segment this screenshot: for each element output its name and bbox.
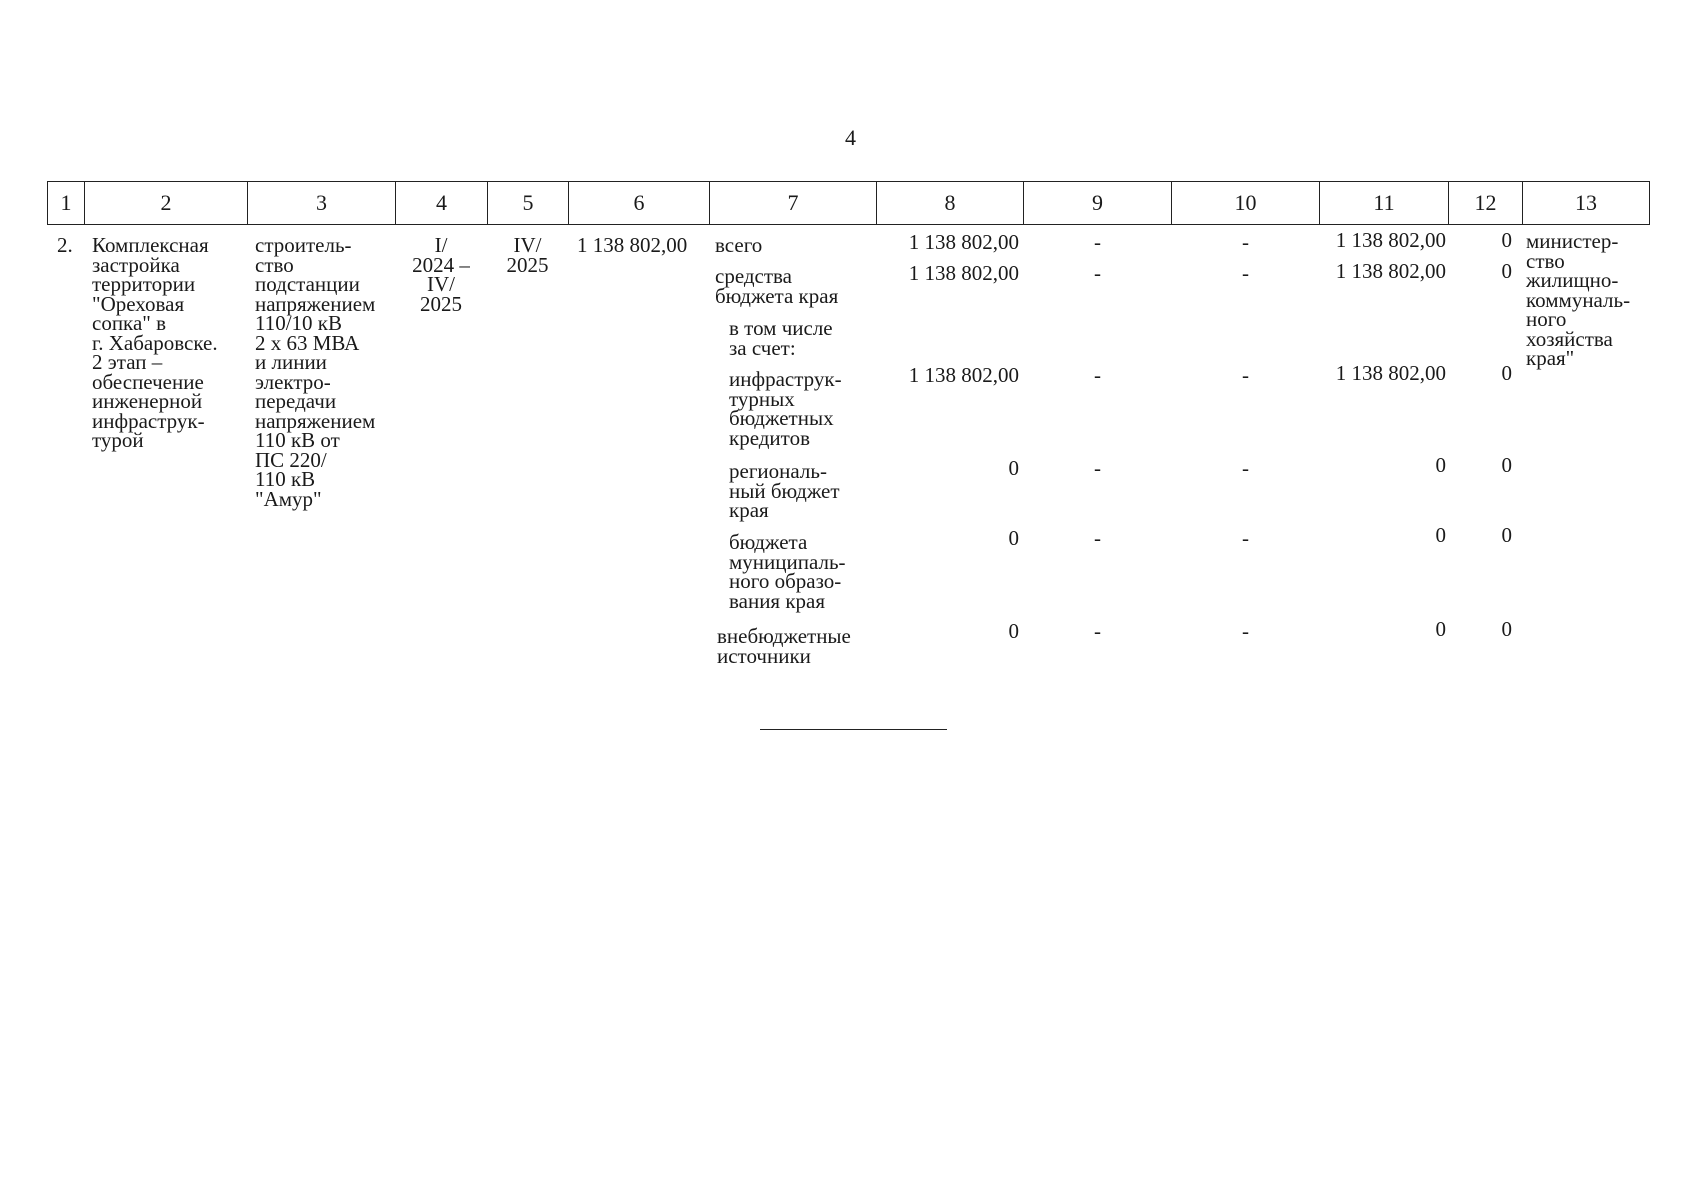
value-col-10: - xyxy=(1242,456,1249,480)
header-col-7: 7 xyxy=(709,182,876,224)
header-col-6: 6 xyxy=(568,182,709,224)
object-name: Комплексная застройка территории "Ореховая сопка" в г. Хабаровске. 2 этап – обеспечение инженерной инфраструк- турой xyxy=(92,233,218,452)
start-period: I/ 2024 – IV/ 2025 xyxy=(412,233,470,316)
source-label: всего xyxy=(715,233,763,257)
header-col-12: 12 xyxy=(1448,182,1522,224)
value-col-12: 0 xyxy=(1501,453,1512,477)
value-col-9: - xyxy=(1094,526,1101,550)
source-label: бюджета муниципаль- ного образо- вания края xyxy=(729,530,846,613)
value-col-10: - xyxy=(1242,261,1249,285)
value-col-9: - xyxy=(1094,230,1101,254)
value-col-8: 1 138 802,00 xyxy=(908,230,1019,254)
end-separator-line xyxy=(760,729,947,730)
value-col-12: 0 xyxy=(1501,523,1512,547)
value-col-10: - xyxy=(1242,363,1249,387)
source-label: средства бюджета края xyxy=(715,264,839,308)
row-number: 2. xyxy=(57,233,73,257)
value-col-12: 0 xyxy=(1501,617,1512,641)
source-label: внебюджетные источники xyxy=(717,624,851,668)
value-col-10: - xyxy=(1242,526,1249,550)
header-col-8: 8 xyxy=(876,182,1023,224)
value-col-11: 0 xyxy=(1435,617,1446,641)
value-col-10: - xyxy=(1242,230,1249,254)
value-col-8: 1 138 802,00 xyxy=(908,261,1019,285)
source-label: региональ- ный бюджет края xyxy=(729,459,840,522)
object-description: строитель- ство подстанции напряжением 110/10 кВ 2 х 63 МВА и линии электро- передачи напряжением 110 кВ от ПС 220/ 110 кВ "Амур" xyxy=(255,233,376,511)
header-col-4: 4 xyxy=(395,182,487,224)
header-col-10: 10 xyxy=(1171,182,1319,224)
value-col-8: 1 138 802,00 xyxy=(908,363,1019,387)
header-col-3: 3 xyxy=(247,182,395,224)
value-col-10: - xyxy=(1242,619,1249,643)
header-col-11: 11 xyxy=(1319,182,1448,224)
value-col-9: - xyxy=(1094,363,1101,387)
header-col-2: 2 xyxy=(84,182,247,224)
value-col-9: - xyxy=(1094,456,1101,480)
value-col-12: 0 xyxy=(1501,259,1512,283)
value-col-8: 0 xyxy=(1008,526,1019,550)
table-header xyxy=(47,181,1650,225)
header-col-13: 13 xyxy=(1522,182,1650,224)
value-col-12: 0 xyxy=(1501,228,1512,252)
value-col-11: 1 138 802,00 xyxy=(1335,228,1446,252)
header-col-1: 1 xyxy=(47,182,84,224)
executor: министер- ство жилищно- коммуналь- ного хозяйства края" xyxy=(1526,229,1631,370)
value-col-11: 1 138 802,00 xyxy=(1335,259,1446,283)
source-label: инфраструк- турных бюджетных кредитов xyxy=(729,367,842,450)
header-col-9: 9 xyxy=(1023,182,1171,224)
value-col-8: 0 xyxy=(1008,619,1019,643)
value-col-12: 0 xyxy=(1501,361,1512,385)
end-period: IV/ 2025 xyxy=(506,233,549,277)
value-col-9: - xyxy=(1094,619,1101,643)
value-col-8: 0 xyxy=(1008,456,1019,480)
value-col-11: 0 xyxy=(1435,523,1446,547)
page-number: 4 xyxy=(845,125,856,150)
header-col-5: 5 xyxy=(487,182,568,224)
source-label: в том числе за счет: xyxy=(729,316,833,360)
value-col-9: - xyxy=(1094,261,1101,285)
value-col-11: 0 xyxy=(1435,453,1446,477)
value-col-11: 1 138 802,00 xyxy=(1335,361,1446,385)
estimated-cost: 1 138 802,00 xyxy=(577,233,688,257)
